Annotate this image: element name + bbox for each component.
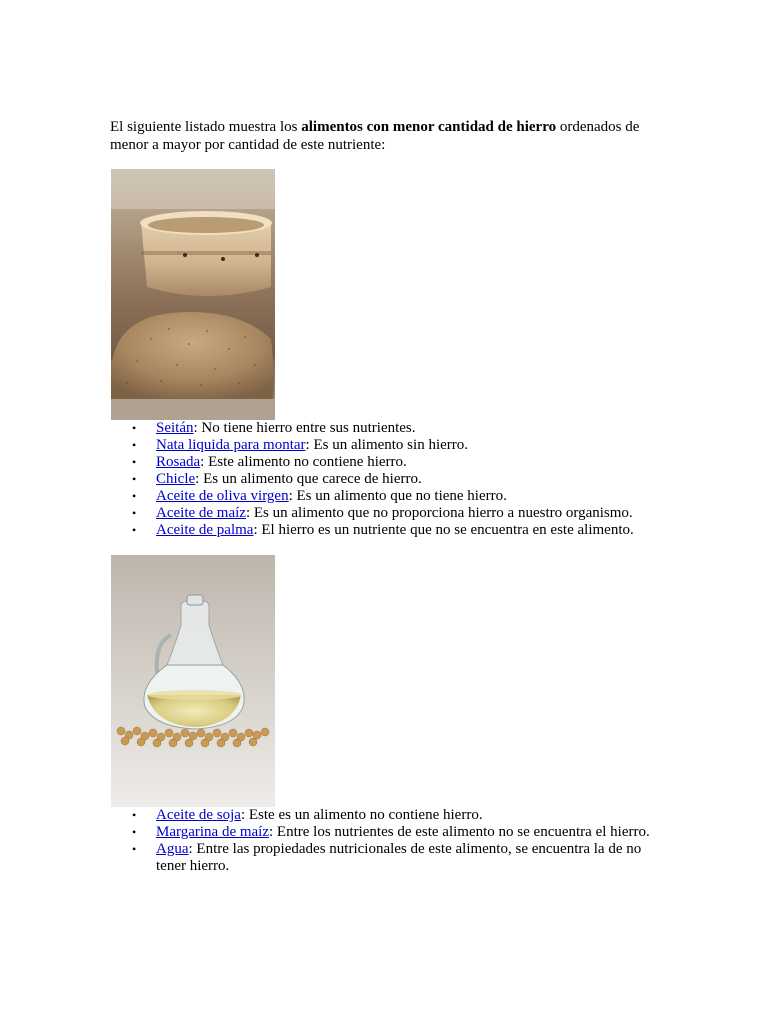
intro-text-after: ordenados de menor a mayor por cantidad de este nutriente: bbox=[110, 119, 640, 153]
list-item bbox=[110, 522, 670, 539]
food-link-aceite-oliva-virgen[interactable]: Aceite de oliva virgen bbox=[156, 488, 289, 504]
seitan-dough-photo bbox=[111, 169, 275, 420]
list-item bbox=[110, 454, 670, 471]
low-iron-foods-list-2 bbox=[110, 807, 670, 875]
low-iron-foods-list-1 bbox=[110, 420, 670, 539]
intro-text-before: El siguiente listado muestra los bbox=[110, 119, 302, 135]
list-item bbox=[110, 437, 670, 454]
bullet: • bbox=[132, 842, 137, 856]
list-item bbox=[110, 824, 670, 841]
bullet: • bbox=[132, 421, 137, 435]
bullet: • bbox=[132, 808, 137, 822]
intro-bold-text: alimentos con menor cantidad de hierro bbox=[301, 119, 557, 135]
food-description: : Es un alimento que no tiene hierro. bbox=[288, 488, 507, 504]
document-page bbox=[110, 118, 670, 875]
list-item bbox=[110, 807, 670, 824]
food-link-chicle[interactable]: Chicle bbox=[156, 471, 196, 487]
food-description: : Es un alimento sin hierro. bbox=[305, 437, 469, 453]
food-description: : Este es un alimento no contiene hierro. bbox=[240, 807, 483, 823]
food-description: : El hierro es un nutriente que no se encuentra en este alimento. bbox=[253, 522, 634, 538]
food-description: : No tiene hierro entre sus nutrientes. bbox=[193, 420, 416, 436]
bullet: • bbox=[132, 455, 137, 469]
food-description: : Entre los nutrientes de este alimento no se encuentra el hierro. bbox=[269, 824, 650, 840]
bullet: • bbox=[132, 825, 137, 839]
bullet: • bbox=[132, 523, 137, 537]
oil-cruet-photo bbox=[111, 555, 275, 807]
food-link-agua[interactable]: Agua bbox=[156, 841, 189, 857]
food-description: : Es un alimento que carece de hierro. bbox=[195, 471, 422, 487]
food-link-margarina-maiz[interactable]: Margarina de maíz bbox=[156, 824, 270, 840]
bullet: • bbox=[132, 489, 137, 503]
list-item bbox=[110, 420, 670, 437]
list-item bbox=[110, 488, 670, 505]
food-link-aceite-palma[interactable]: Aceite de palma bbox=[156, 522, 254, 538]
intro-paragraph bbox=[110, 118, 670, 154]
food-description: : Entre las propiedades nutricionales de este alimento, se encuentra la de no tener hierro. bbox=[156, 841, 642, 874]
food-description: : Este alimento no contiene hierro. bbox=[200, 454, 407, 470]
food-link-aceite-maiz[interactable]: Aceite de maíz bbox=[156, 505, 246, 521]
food-link-seitan[interactable]: Seitán bbox=[156, 420, 194, 436]
food-link-aceite-soja[interactable]: Aceite de soja bbox=[156, 807, 241, 823]
food-description: : Es un alimento que no proporciona hierro a nuestro organismo. bbox=[245, 505, 633, 521]
bullet: • bbox=[132, 472, 137, 486]
list-item bbox=[110, 471, 670, 488]
bullet: • bbox=[132, 438, 137, 452]
list-item bbox=[110, 841, 670, 875]
food-link-nata-liquida[interactable]: Nata liquida para montar bbox=[156, 437, 306, 453]
food-link-rosada[interactable]: Rosada bbox=[156, 454, 201, 470]
list-item bbox=[110, 505, 670, 522]
bullet: • bbox=[132, 506, 137, 520]
